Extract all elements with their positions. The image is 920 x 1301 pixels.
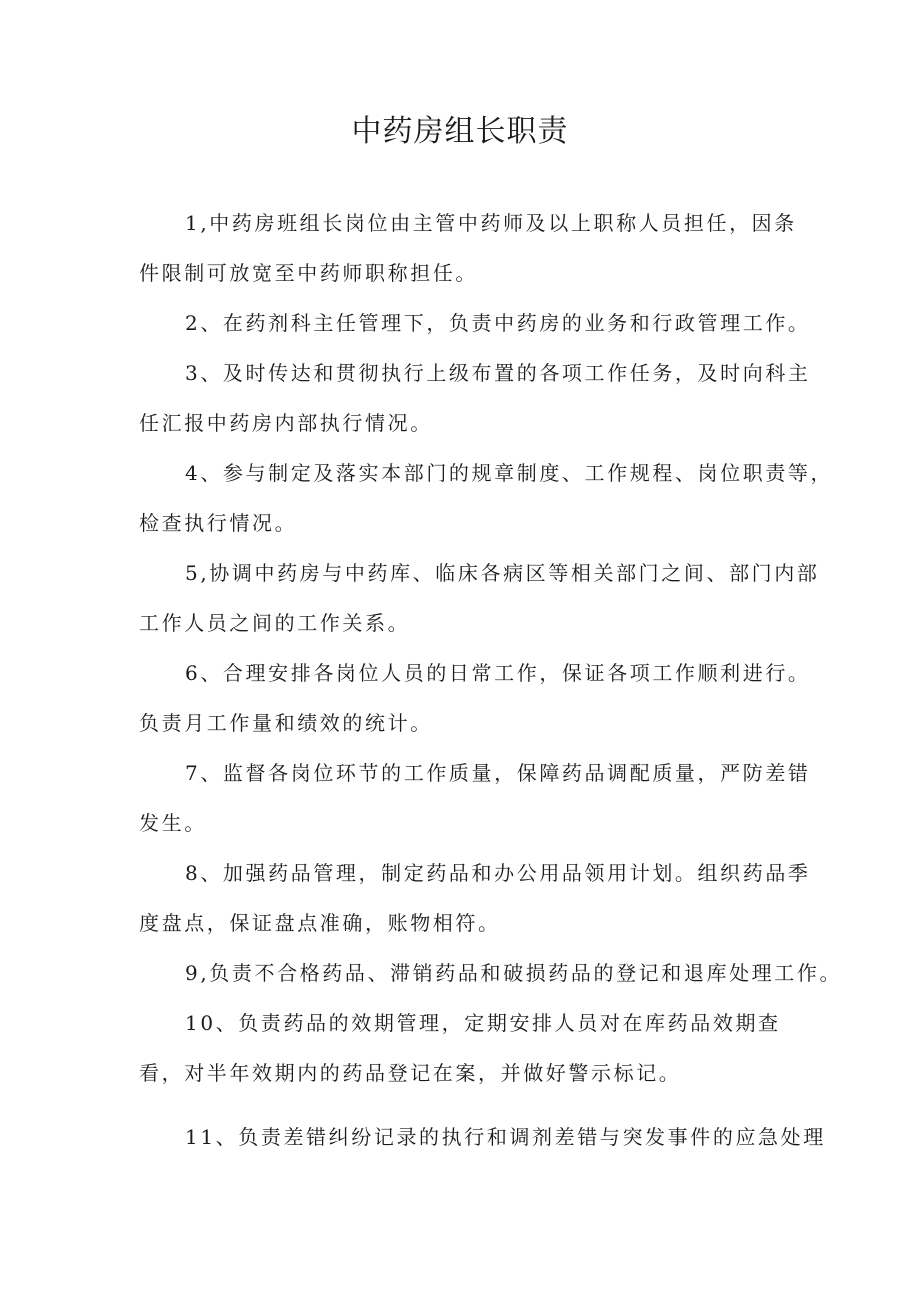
paragraph-line: 2、在药剂科主任管理下，负责中药房的业务和行政管理工作。: [185, 311, 811, 335]
paragraph-line: 10、负责药品的效期管理，定期安排人员对在库药品效期查: [185, 1011, 781, 1035]
paragraph-line: 6、合理安排各岗位人员的日常工作，保证各项工作顺利进行。: [185, 661, 811, 685]
document-body: [139, 198, 843, 1162]
paragraph-line: 5,协调中药房与中药库、临床各病区等相关部门之间、部门内部: [185, 561, 820, 585]
paragraph-line: 工作人员之间的工作关系。: [139, 611, 411, 635]
paragraph-line: 检查执行情况。: [139, 511, 298, 535]
paragraph-line: 8、加强药品管理，制定药品和办公用品领用计划。组织药品季: [185, 861, 811, 885]
paragraph-line: 4、参与制定及落实本部门的规章制度、工作规程、岗位职责等，: [185, 461, 834, 485]
page-title: 中药房组长职责: [351, 114, 569, 149]
paragraph-line: 负责月工作量和绩效的统计。: [139, 711, 433, 735]
paragraph-line: 度盘点，保证盘点准确，账物相符。: [139, 911, 501, 935]
paragraph-gap: [139, 1098, 789, 1112]
paragraph-line: 任汇报中药房内部执行情况。: [139, 411, 433, 435]
paragraph-line: 看，对半年效期内的药品登记在案，并做好警示标记。: [139, 1061, 682, 1085]
paragraph-line: 9,负责不合格药品、滞销药品和破损药品的登记和退库处理工作。: [185, 961, 843, 985]
paragraph-line: 发生。: [139, 811, 207, 835]
paragraph-line: 件限制可放宽至中药师职称担任。: [139, 261, 478, 285]
paragraph-line: 1,中药房班组长岗位由主管中药师及以上职称人员担任，因条: [185, 211, 797, 235]
paragraph-line: 3、及时传达和贯彻执行上级布置的各项工作任务，及时向科主: [185, 361, 811, 385]
paragraph-line: 7、监督各岗位环节的工作质量，保障药品调配质量，严防差错: [185, 761, 811, 785]
paragraph-line: 11、负责差错纠纷记录的执行和调剂差错与突发事件的应急处理: [185, 1125, 826, 1149]
